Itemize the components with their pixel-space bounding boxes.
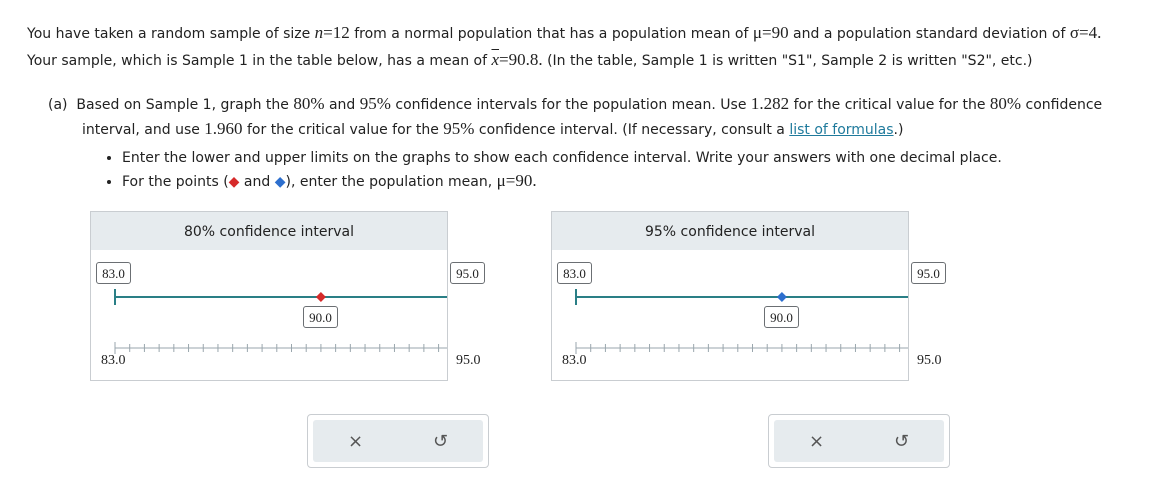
reset-button[interactable] [859, 420, 944, 462]
part-a-text: for the critical value for the [789, 97, 990, 113]
reset-icon: ↺ [893, 430, 910, 452]
controls-bar [313, 420, 483, 462]
axis-max-label: 95.0 [456, 353, 481, 368]
part-a-text: .) [893, 122, 904, 138]
blue-diamond-icon: ◆ [274, 174, 286, 190]
axis-min-label: 83.0 [562, 353, 587, 368]
graph-95-plot [552, 250, 908, 380]
graph-80-title: 80% confidence interval [91, 212, 447, 250]
point-field[interactable]: 90.0 [303, 306, 338, 328]
upper-limit-field[interactable]: 95.0 [911, 262, 946, 284]
problem-text: You have taken a random sample of size [27, 26, 315, 42]
lower-limit-field[interactable]: 83.0 [557, 262, 592, 284]
reset-icon: ↺ [432, 430, 449, 452]
part-a-text: confidence [1021, 97, 1103, 113]
close-icon: × [347, 430, 364, 452]
graph-95-controls [768, 414, 950, 468]
xbar-symbol: x [491, 50, 500, 69]
reset-button[interactable] [398, 420, 483, 462]
graph-80-panel [90, 211, 481, 381]
problem-text: and a population standard deviation of [788, 26, 1070, 42]
upper-limit-field[interactable]: 95.0 [450, 262, 485, 284]
problem-text: Your sample, which is Sample 1 in the table below, has a mean of [27, 53, 492, 69]
pct-95: 95% [359, 94, 391, 113]
problem-line-1 [27, 23, 1101, 43]
xbar-value: =90.8. [499, 50, 543, 69]
instruction-text: ), enter the population mean, [285, 174, 497, 190]
instruction-text: Enter the lower and upper limits on the graphs to show each confidence interval. Write your answers with one decimal place. [122, 150, 1002, 166]
instruction-list [100, 150, 1002, 196]
graph-95-panel [551, 211, 942, 381]
problem-text: (In the table, Sample 1 is written "S1", Sample 2 is written "S2", etc.) [542, 53, 1033, 69]
part-a-text: interval, and use [82, 122, 205, 138]
instruction-text: For the points ( [122, 174, 229, 190]
problem-text: from a normal population that has a population mean of [349, 26, 753, 42]
n-symbol: n [314, 23, 324, 42]
part-a-line-2 [82, 119, 903, 139]
point-marker[interactable] [777, 292, 787, 302]
mu-value: μ=90. [496, 171, 537, 190]
lower-limit-field[interactable]: 83.0 [96, 262, 131, 284]
graph-80-plot [91, 250, 447, 380]
sigma-value: σ=4. [1069, 23, 1102, 42]
pct-80: 80% [293, 94, 325, 113]
axis-min-label: 83.0 [101, 353, 126, 368]
instruction-item [122, 150, 1002, 166]
pct-95: 95% [443, 119, 475, 138]
part-a-text: confidence intervals for the population mean. Use [390, 97, 751, 113]
part-a-label: (a) [48, 97, 68, 113]
point-marker[interactable] [316, 292, 326, 302]
part-a-line-1 [48, 94, 1102, 114]
red-diamond-icon: ◆ [228, 174, 240, 190]
instruction-text: and [239, 174, 275, 190]
graph-80-controls [307, 414, 489, 468]
problem-line-2 [27, 50, 1033, 70]
n-value: =12 [323, 23, 350, 42]
clear-button[interactable] [313, 420, 398, 462]
point-field[interactable]: 90.0 [764, 306, 799, 328]
part-a-text: Based on Sample 1, graph the [76, 97, 294, 113]
controls-bar [774, 420, 944, 462]
critical-95: 1.960 [204, 119, 243, 138]
formulas-link[interactable]: list of formulas [789, 122, 894, 138]
critical-80: 1.282 [750, 94, 790, 113]
clear-button[interactable] [774, 420, 859, 462]
part-a-text: and [324, 97, 360, 113]
axis-max-label: 95.0 [917, 353, 942, 368]
close-icon: × [808, 430, 825, 452]
pct-80: 80% [989, 94, 1022, 113]
mu-value: μ=90 [752, 23, 789, 42]
graph-95-title: 95% confidence interval [552, 212, 908, 250]
part-a-text: for the critical value for the [242, 122, 444, 138]
instruction-item [122, 171, 1002, 191]
part-a-text: confidence interval. (If necessary, consult a [474, 122, 790, 138]
